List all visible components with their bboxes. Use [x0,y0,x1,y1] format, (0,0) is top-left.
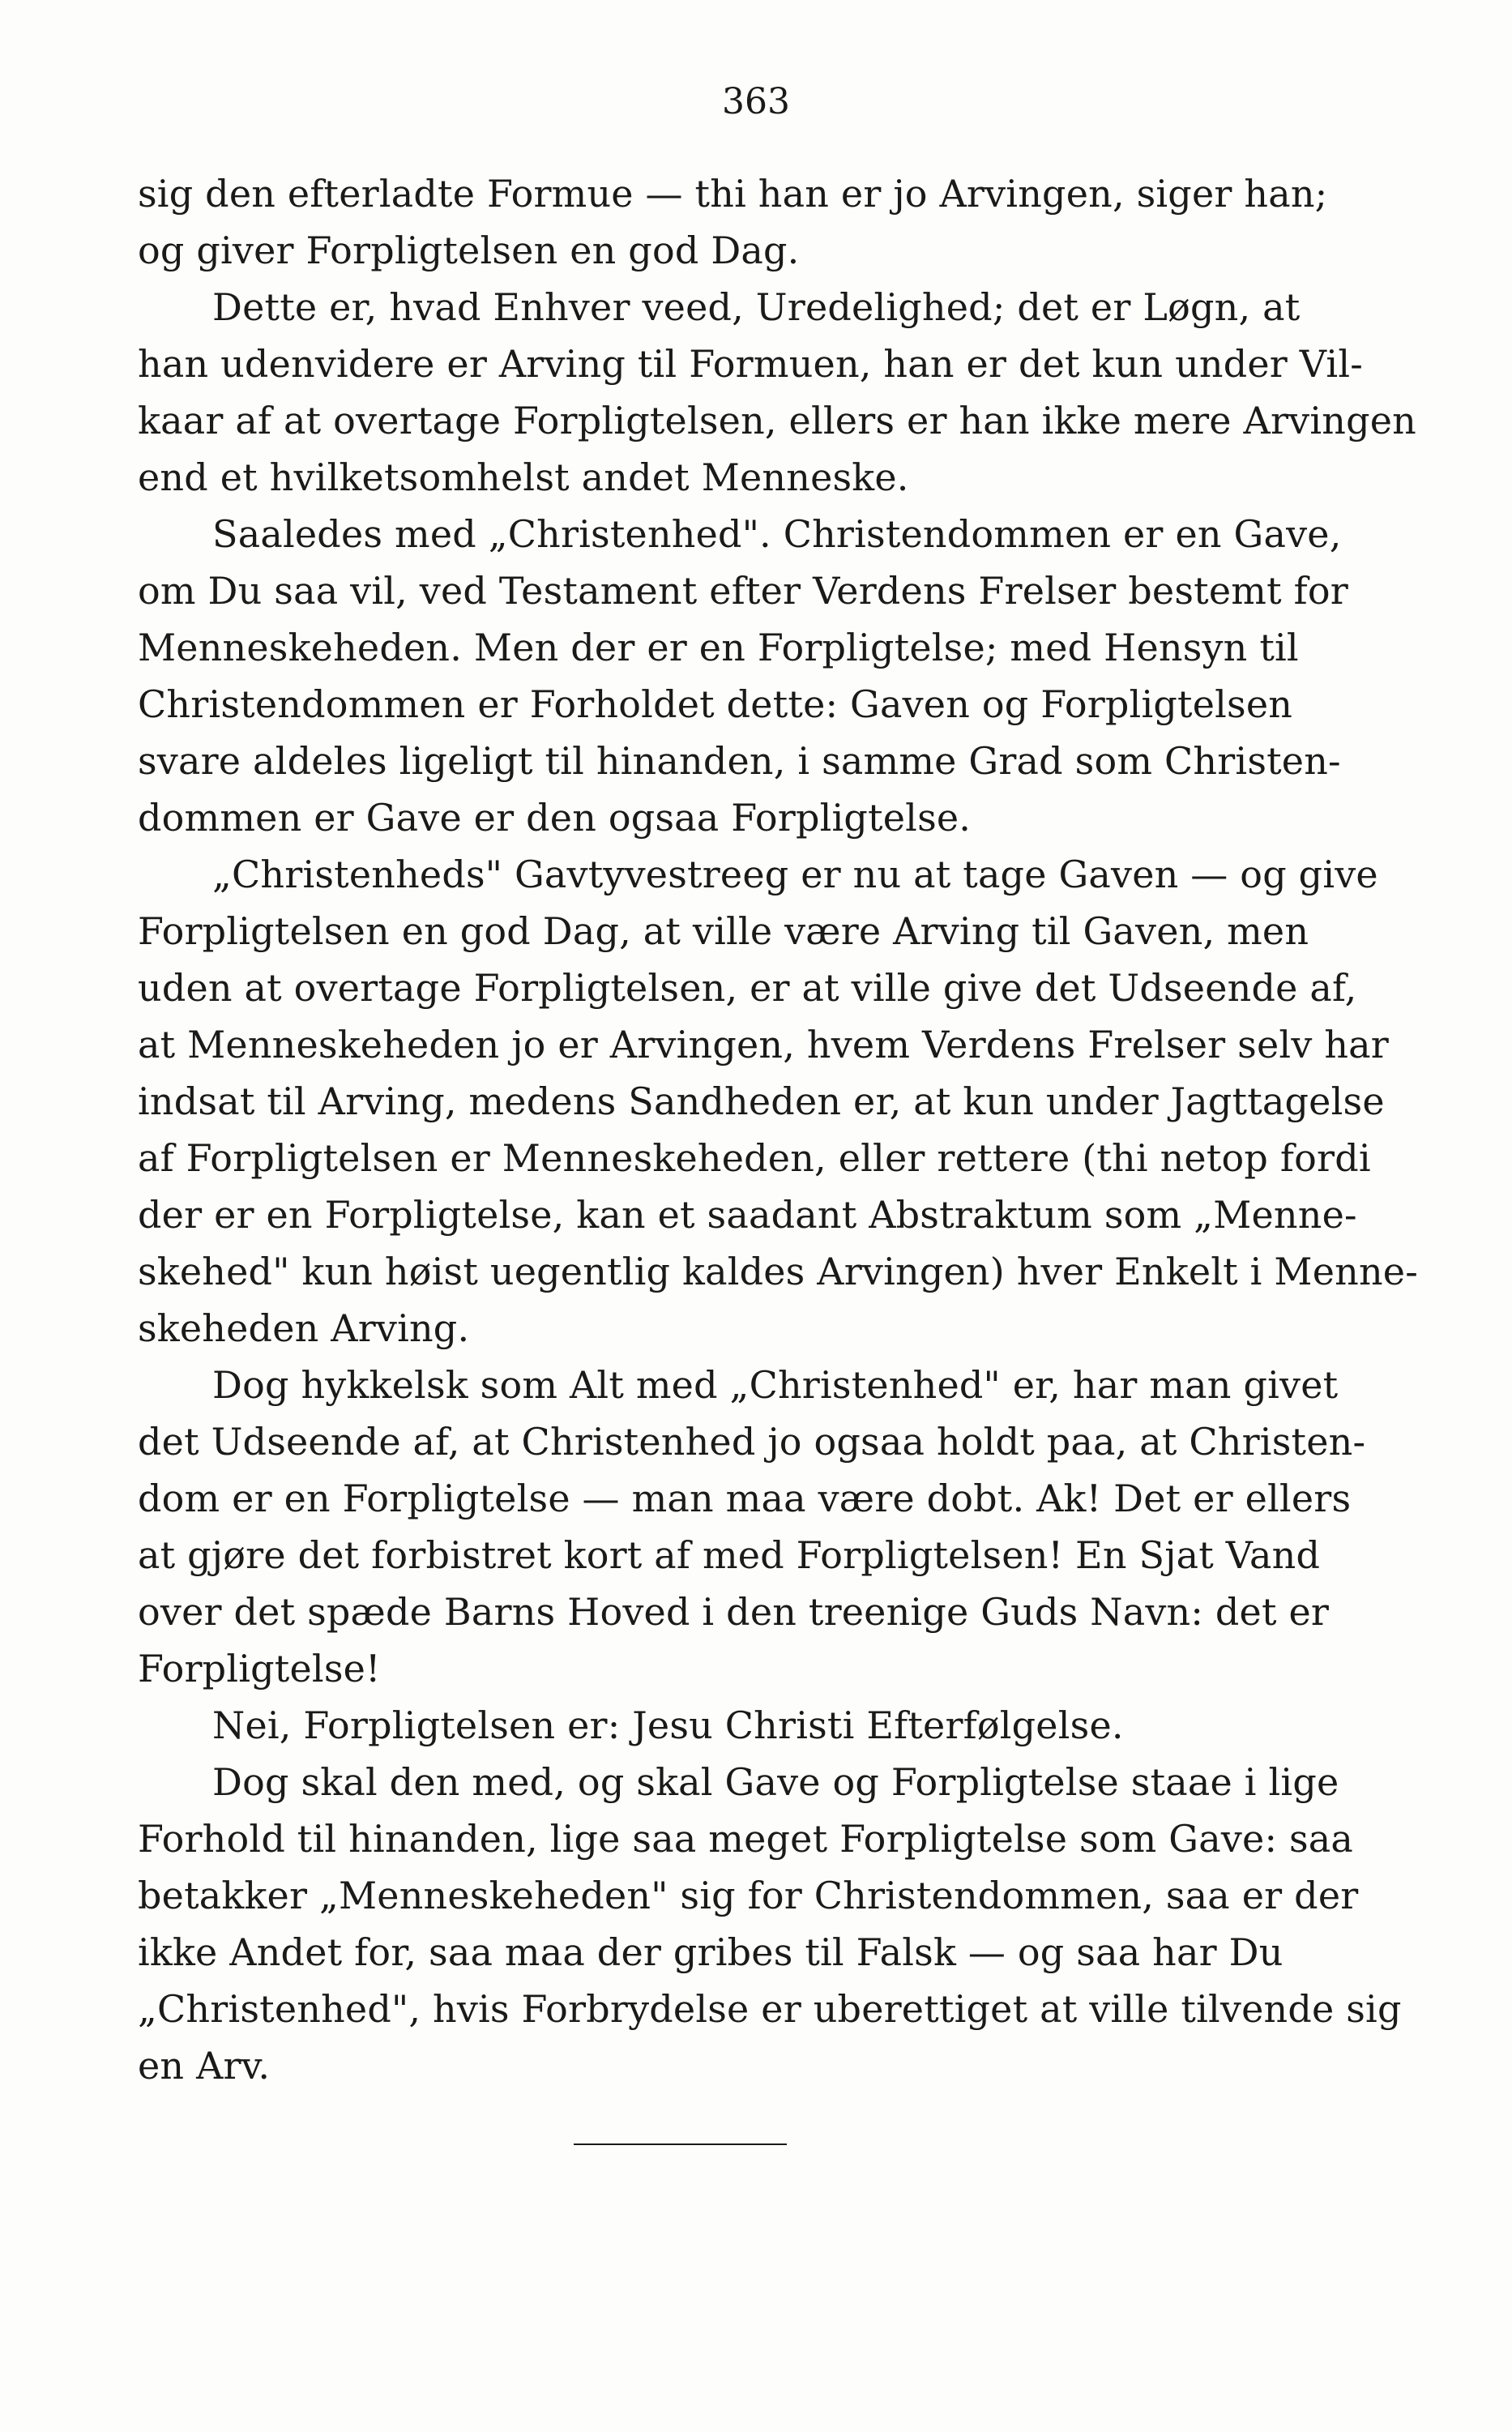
text-line: skeheden Arving. [138,1306,470,1350]
text-line: at gjøre det forbistret kort af med Forpligtelsen! En Sjat Vand [138,1533,1321,1577]
text-line: og giver Forpligtelsen en god Dag. [138,229,800,272]
text-line: kaar af at overtage Forpligtelsen, ellers er han ikke mere Arvingen [138,399,1416,442]
text-line: en Arv. [138,2044,271,2088]
text-line: dommen er Gave er den ogsaa Forpligtelse. [138,796,972,840]
text-line: Menneskeheden. Men der er en Forpligtelse; med Hensyn til [138,626,1299,669]
text-line: at Menneskeheden jo er Arvingen, hvem Verdens Frelser selv har [138,1023,1389,1066]
text-line: Forpligtelse! [138,1647,381,1690]
text-line: svare aldeles ligeligt til hinanden, i samme Grad som Christen- [138,739,1341,783]
text-line: Saaledes med „Christenhed". Christendommen er en Gave, [212,512,1342,556]
text-line: Forpligtelsen en god Dag, at ville være Arving til Gaven, men [138,909,1309,953]
text-line: end et hvilketsomhelst andet Menneske. [138,455,909,499]
text-line: Dog hykkelsk som Alt med „Christenhed" er, har man givet [212,1363,1339,1407]
closing-rule [574,2143,787,2145]
text-line: uden at overtage Forpligtelsen, er at ville give det Udseende af, [138,966,1357,1010]
text-line: dom er en Forpligtelse — man maa være dobt. Ak! Det er ellers [138,1477,1352,1520]
text-line: indsat til Arving, medens Sandheden er, at kun under Jagttagelse [138,1079,1385,1123]
text-line: „Christenheds" Gavtyvestreeg er nu at tage Gaven — og give [212,853,1378,896]
text-line: af Forpligtelsen er Menneskeheden, eller rettere (thi netop fordi [138,1136,1371,1180]
text-line: Forhold til hinanden, lige saa meget Forpligtelse som Gave: saa [138,1817,1354,1861]
text-line: ikke Andet for, saa maa der gribes til Falsk — og saa har Du [138,1930,1283,1974]
body-text [138,165,1418,2094]
text-line: sig den efterladte Formue — thi han er jo Arvingen, siger han; [138,172,1328,216]
text-line: over det spæde Barns Hoved i den treenige Guds Navn: det er [138,1590,1330,1634]
text-line: Christendommen er Forholdet dette: Gaven og Forpligtelsen [138,682,1293,726]
text-line: Nei, Forpligtelsen er: Jesu Christi Efterfølgelse. [212,1703,1124,1747]
page-number: 363 [722,81,790,122]
text-line: „Christenhed", hvis Forbrydelse er uberettiget at ville tilvende sig [138,1987,1402,2031]
text-line: om Du saa vil, ved Testament efter Verdens Frelser bestemt for [138,569,1348,613]
text-line: betakker „Menneskeheden" sig for Christendommen, saa er der [138,1874,1359,1917]
text-line: skehed" kun høist uegentlig kaldes Arvingen) hver Enkelt i Menne- [138,1250,1418,1293]
text-line: Dog skal den med, og skal Gave og Forpligtelse staae i lige [212,1760,1339,1804]
text-line: der er en Forpligtelse, kan et saadant Abstraktum som „Menne- [138,1193,1357,1237]
text-line: Dette er, hvad Enhver veed, Uredelighed; det er Løgn, at [212,285,1301,329]
text-line: han udenvidere er Arving til Formuen, han er det kun under Vil- [138,342,1363,386]
text-line: det Udseende af, at Christenhed jo ogsaa holdt paa, at Christen- [138,1420,1366,1464]
